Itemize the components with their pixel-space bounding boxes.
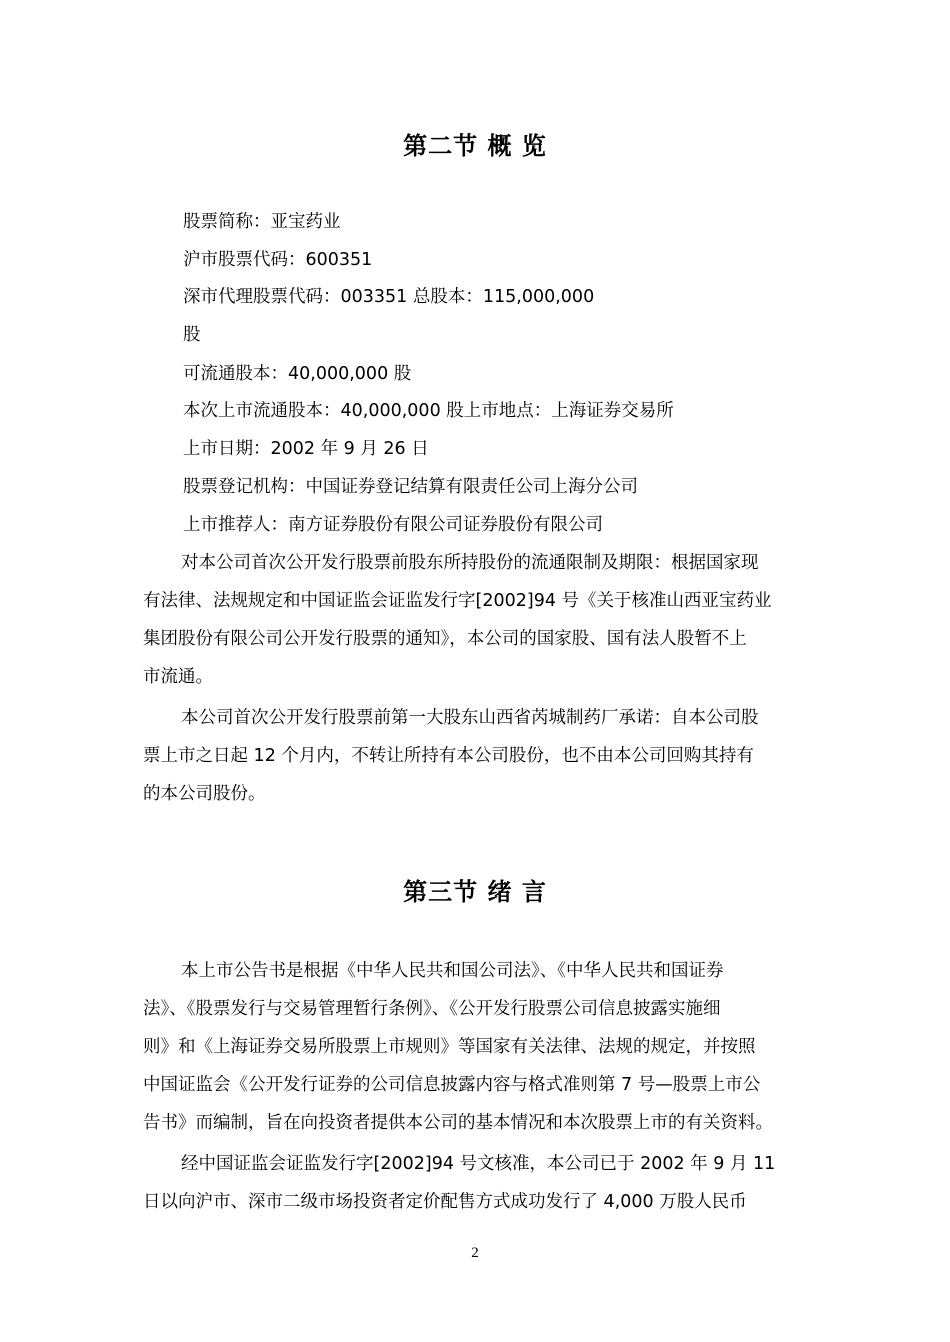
para-line: 则》和《上海证券交易所股票上市规则》等国家有关法律、法规的规定，并按照	[143, 1037, 756, 1057]
field-registrar: 股票登记机构：中国证券登记结算有限责任公司上海分公司	[183, 477, 638, 497]
field-stock-abbr: 股票简称：亚宝药业	[183, 212, 341, 232]
section3-heading: 第三节 绪 言	[403, 878, 547, 906]
field-sh-code: 沪市股票代码：600351	[183, 250, 373, 270]
para-line: 本公司首次公开发行股票前第一大股东山西省芮城制药厂承诺：自本公司股	[181, 708, 759, 728]
para-line: 法》、《股票发行与交易管理暂行条例》、《公开发行股票公司信息披露实施细	[143, 999, 721, 1019]
field-listing-shares-place: 本次上市流通股本：40,000,000 股上市地点：上海证券交易所	[183, 401, 674, 421]
field-total-shares-unit: 股	[183, 325, 201, 345]
section2-heading: 第二节 概 览	[403, 132, 547, 160]
para-line: 票上市之日起 12 个月内，不转让所持有本公司股份，也不由本公司回购其持有	[143, 746, 754, 766]
page-number: 2	[471, 1245, 479, 1261]
para-line: 告书》而编制，旨在向投资者提供本公司的基本情况和本次股票上市的有关资料。	[143, 1113, 773, 1133]
para-line: 有法律、法规规定和中国证监会证监发行字[2002]94 号《关于核准山西亚宝药业	[143, 591, 772, 611]
field-listing-date: 上市日期：2002 年 9 月 26 日	[183, 439, 429, 459]
para-line: 本上市公告书是根据《中华人民共和国公司法》、《中华人民共和国证券	[181, 961, 724, 981]
para-line: 中国证监会《公开发行证券的公司信息披露内容与格式准则第 7 号—股票上市公	[143, 1075, 761, 1095]
para-line: 集团股份有限公司公开发行股票的通知》，本公司的国家股、国有法人股暂不上	[143, 629, 747, 649]
field-sz-code: 深市代理股票代码：003351 总股本：115,000,000	[183, 287, 595, 307]
para-line: 的本公司股份。	[143, 784, 266, 804]
para-line: 日以向沪市、深市二级市场投资者定价配售方式成功发行了 4,000 万股人民币	[143, 1192, 747, 1212]
para-line: 经中国证监会证监发行字[2002]94 号文核准，本公司已于 2002 年 9 月 11	[181, 1154, 776, 1174]
para-line: 市流通。	[143, 667, 213, 687]
field-tradable-shares: 可流通股本：40,000,000 股	[183, 364, 412, 384]
para-line: 对本公司首次公开发行股票前股东所持股份的流通限制及期限：根据国家现	[181, 553, 759, 573]
field-sponsor: 上市推荐人：南方证券股份有限公司证券股份有限公司	[183, 515, 603, 535]
